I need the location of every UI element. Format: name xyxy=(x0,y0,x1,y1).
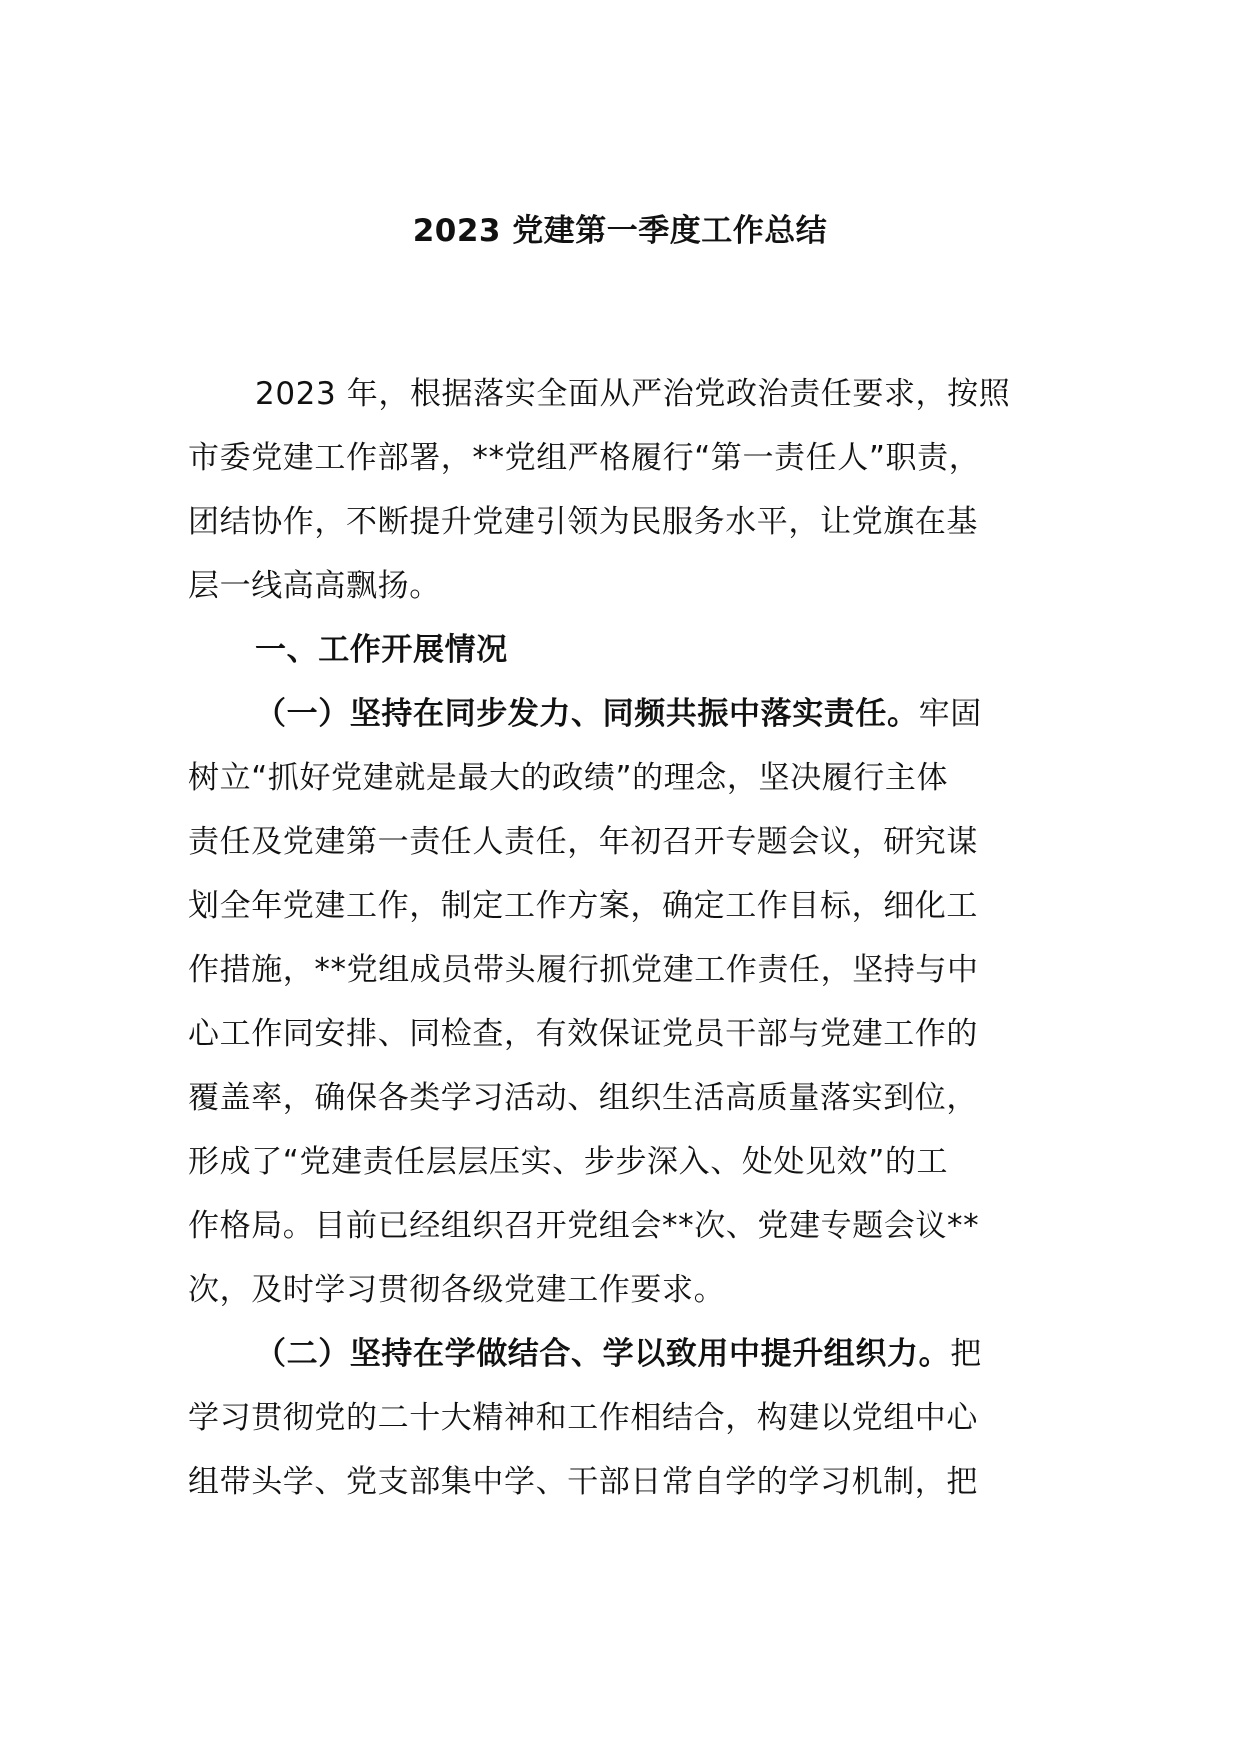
paragraph-line: 市委党建工作部署，**党组严格履行“第一责任人”职责， xyxy=(188,440,981,476)
paragraph-line: 责任及党建第一责任人责任，年初召开专题会议，研究谋 xyxy=(188,824,978,860)
paragraph-line: 学习贯彻党的二十大精神和工作相结合，构建以党组中心 xyxy=(188,1400,978,1436)
paragraph-line: 心工作同安排、同检查，有效保证党员干部与党建工作的 xyxy=(188,1016,978,1052)
paragraph-line: 作格局。目前已经组织召开党组会**次、党建专题会议** xyxy=(188,1208,980,1244)
paragraph-text: 把 xyxy=(950,1336,982,1372)
document-title: 2023 党建第一季度工作总结 xyxy=(412,213,828,249)
subsection-line xyxy=(255,1329,982,1379)
subsection-line xyxy=(255,689,982,739)
paragraph-line: 覆盖率，确保各类学习活动、组织生活高质量落实到位， xyxy=(188,1080,978,1116)
paragraph-line: 树立“抓好党建就是最大的政绩”的理念，坚决履行主体 xyxy=(188,760,949,796)
paragraph-line: 组带头学、党支部集中学、干部日常自学的学习机制，把 xyxy=(188,1464,978,1500)
paragraph-line: 层一线高高飘扬。 xyxy=(188,568,441,604)
paragraph-text: 牢固 xyxy=(918,696,982,732)
paragraph-line: 形成了“党建责任层层压实、步步深入、处处见效”的工 xyxy=(188,1144,949,1180)
subsection-heading: （二）坚持在学做结合、学以致用中提升组织力。 xyxy=(255,1336,951,1372)
section-heading: 一、工作开展情况 xyxy=(255,632,508,668)
paragraph-line: 次，及时学习贯彻各级党建工作要求。 xyxy=(188,1272,726,1308)
paragraph-line: 划全年党建工作，制定工作方案，确定工作目标，细化工 xyxy=(188,888,978,924)
paragraph-line: 作措施，**党组成员带头履行抓党建工作责任，坚持与中 xyxy=(188,952,979,988)
paragraph-line: 2023 年，根据落实全面从严治党政治责任要求，按照 xyxy=(255,376,1011,412)
subsection-heading: （一）坚持在同步发力、同频共振中落实责任。 xyxy=(255,696,919,732)
paragraph-line: 团结协作，不断提升党建引领为民服务水平，让党旗在基 xyxy=(188,504,978,540)
